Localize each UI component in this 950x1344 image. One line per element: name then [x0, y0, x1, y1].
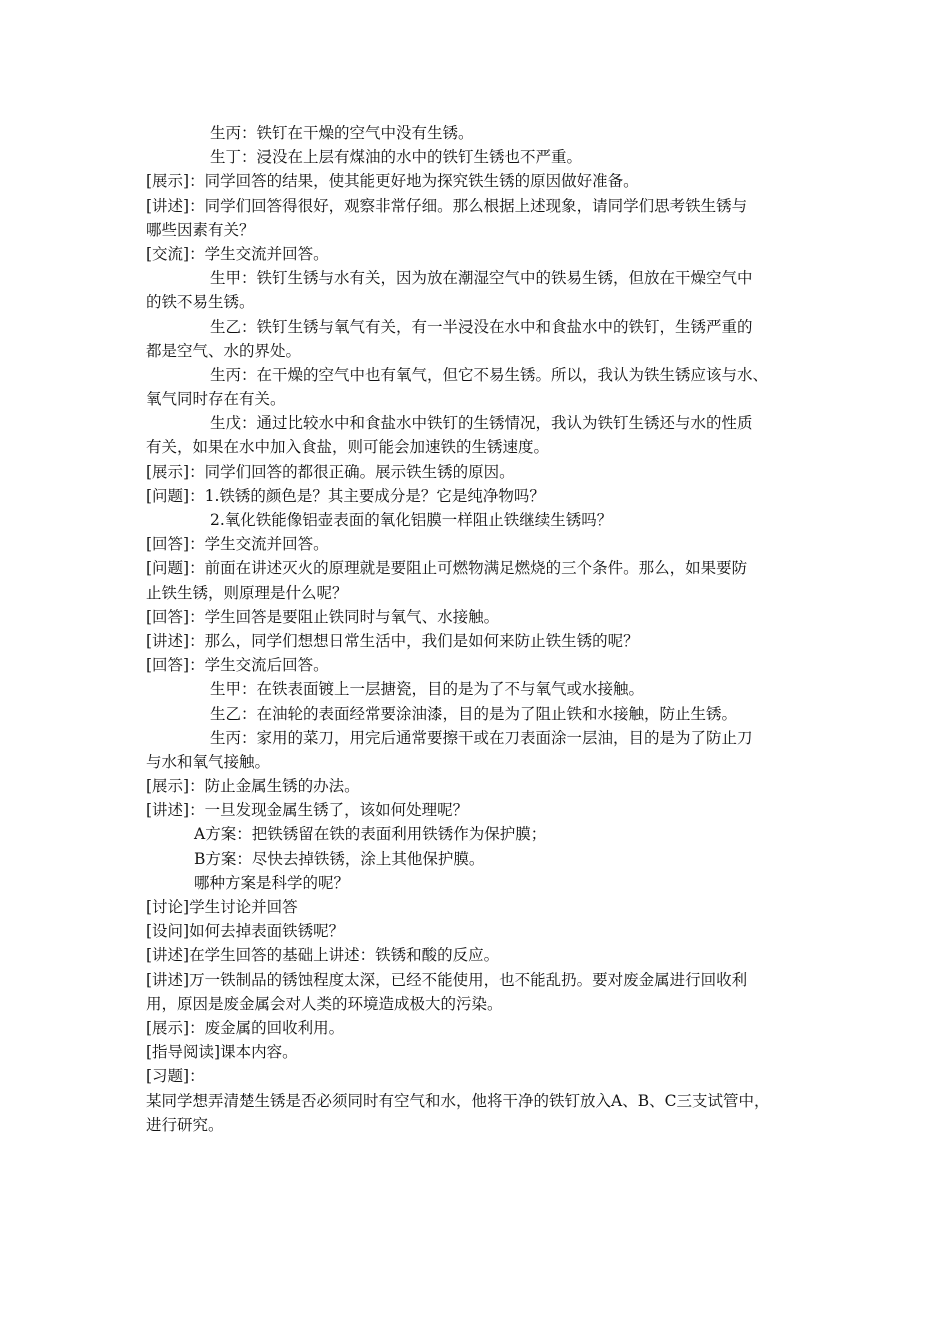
text-line: [展示]：废金属的回收利用。 [146, 1018, 345, 1037]
text-line: 的铁不易生锈。 [146, 293, 255, 312]
text-line: [设问]如何去掉表面铁锈呢？ [146, 922, 345, 941]
text-line: 哪些因素有关？ [146, 220, 255, 239]
text-line: [展示]：防止金属生锈的办法。 [146, 777, 360, 796]
text-line: [回答]：学生交流后回答。 [146, 656, 329, 675]
text-line: 都是空气、水的界处。 [146, 341, 302, 360]
text-line: 用，原因是废金属会对人类的环境造成极大的污染。 [146, 994, 503, 1013]
text-line: [讲述]：同学们回答得很好，观察非常仔细。那么根据上述现象，请同学们思考铁生锈与 [146, 196, 748, 215]
text-line: 生甲：铁钉生锈与水有关，因为放在潮湿空气中的铁易生锈，但放在干燥空气中 [210, 269, 753, 288]
text-line: A方案：把铁锈留在铁的表面利用铁锈作为保护膜； [194, 825, 547, 844]
text-line: 生丁：浸没在上层有煤油的水中的铁钉生锈也不严重。 [210, 148, 583, 167]
text-line: [回答]：学生回答是要阻止铁同时与氧气、水接触。 [146, 607, 500, 626]
text-line: 止铁生锈，则原理是什么呢？ [146, 583, 348, 602]
text-line: 与水和氧气接触。 [146, 752, 271, 771]
text-line: [指导阅读]课本内容。 [146, 1043, 298, 1062]
text-line: 进行研究。 [146, 1115, 224, 1134]
text-line: [问题]：1.铁锈的颜色是？其主要成分是？它是纯净物吗？ [146, 486, 545, 505]
text-line: 生丙：家用的菜刀，用完后通常要擦干或在刀表面涂一层油，目的是为了防止刀 [210, 728, 753, 747]
text-line: 生丙：铁钉在干燥的空气中没有生锈。 [210, 124, 474, 142]
text-line: [展示]：同学回答的结果，使其能更好地为探究铁生锈的原因做好准备。 [146, 172, 639, 191]
text-line: 生甲：在铁表面镀上一层搪瓷，目的是为了不与氧气或水接触。 [210, 680, 645, 699]
text-line: 生乙：在油轮的表面经常要涂油漆，目的是为了阻止铁和水接触，防止生锈。 [210, 704, 738, 723]
text-line: [习题]： [146, 1067, 205, 1086]
text-line: 氧气同时存在有关。 [146, 390, 286, 409]
text-line: [讲述]：一旦发现金属生锈了，该如何处理呢？ [146, 801, 469, 820]
text-line: [讲述]万一铁制品的锈蚀程度太深，已经不能使用，也不能乱扔。要对废金属进行回收利 [146, 970, 748, 989]
document-body [146, 121, 811, 1137]
text-line: [回答]：学生交流并回答。 [146, 535, 329, 554]
text-line: 某同学想弄清楚生锈是否必须同时有空气和水，他将干净的铁钉放入A、B、C三支试管中， [146, 1091, 770, 1110]
text-line: [问题]：前面在讲述灭火的原理就是要阻止可燃物满足燃烧的三个条件。那么，如果要防 [146, 559, 748, 578]
text-line: [讨论]学生讨论并回答 [146, 898, 298, 916]
text-line: B方案：尽快去掉铁锈，涂上其他保护膜。 [194, 849, 485, 868]
text-line: [展示]：同学们回答的都很正确。展示铁生锈的原因。 [146, 462, 515, 481]
text-line: 哪种方案是科学的呢？ [194, 873, 350, 892]
text-line: [讲述]在学生回答的基础上讲述：铁锈和酸的反应。 [146, 946, 500, 965]
text-line: [交流]：学生交流并回答。 [146, 244, 329, 263]
text-line: 生丙：在干燥的空气中也有氧气，但它不易生锈。所以，我认为铁生锈应该与水、 [210, 365, 769, 384]
text-line: 生乙：铁钉生锈与氧气有关，有一半浸没在水中和食盐水中的铁钉，生锈严重的 [210, 317, 753, 336]
text-line: 2.氧化铁能像铝壶表面的氧化铝膜一样阻止铁继续生锈吗？ [210, 511, 613, 529]
text-line: 有关，如果在水中加入食盐，则可能会加速铁的生锈速度。 [146, 438, 550, 457]
text-line: 生戊：通过比较水中和食盐水中铁钉的生锈情况，我认为铁钉生锈还与水的性质 [210, 414, 753, 433]
text-line: [讲述]：那么，同学们想想日常生活中，我们是如何来防止铁生锈的呢？ [146, 631, 639, 650]
